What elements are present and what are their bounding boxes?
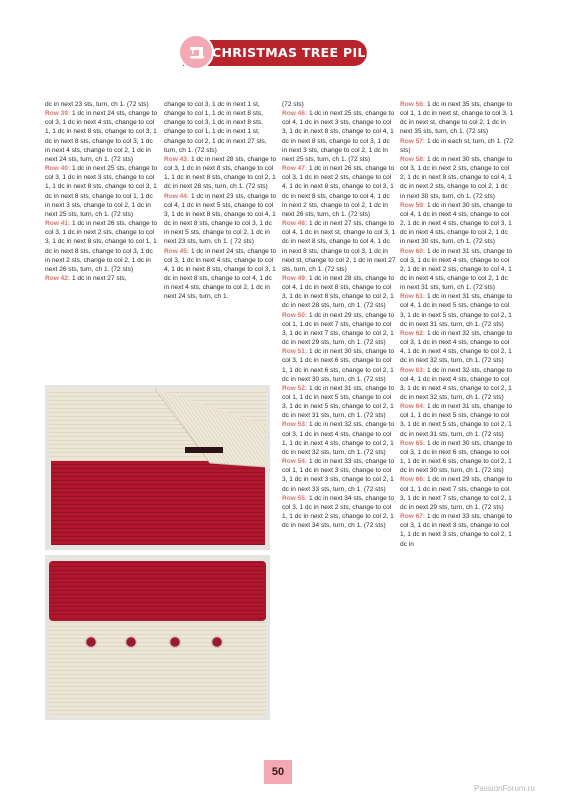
row-instructions: 1 dc in next 25 sts, change to col 4, 1 dc in next 3 sts, change to col 3, 1 dc in next 8 sts, change to col 4, 1 dc in next 8 sts, change to col 3, 1 dc in next 3 sts, change to col 2, 1 dc in next 25 sts, turn, ch 1. (72 sts)	[282, 110, 395, 163]
pattern-row	[282, 457, 396, 494]
pattern-row	[282, 164, 396, 219]
pattern-row	[164, 155, 278, 192]
pattern-row	[400, 366, 514, 403]
row-instructions: 1 dc in next 28 sts, change to col 3, 1 dc in next 8 sts, change to col 1, 1 dc in next 8 sts, change to col 2, 1 dc in next 28 sts, turn, ch 1. (72 sts)	[164, 155, 277, 191]
pattern-row	[400, 137, 514, 155]
row-label: Row 48:	[282, 220, 308, 228]
row-instructions: 1 dc in next 30 sts, change to col 3, 1 dc in next 6 sts, change to col 1, 1 dc in next 6 sts, change to col 2, 1 dc in next 30 sts, turn, ch 1. (72 sts)	[400, 439, 513, 475]
pattern-row	[282, 274, 396, 311]
row-instructions: 1 dc in next 30 sts, change to col 4, 1 dc in next 4 sts, change to col 2, 1 dc in next 4 sts, change to col 3, 1 dc in next 4 sts, change to col 2, 1 dc in next 30 sts, turn, ch 1. (72 sts)	[400, 201, 513, 246]
watermark: PassionForum.ru	[474, 784, 535, 793]
row-instructions: (72 sts)	[282, 101, 304, 108]
row-instructions: 1 dc in next 33 sts, change to col 3, 1 dc in next 3 sts, change to col 1, 1 dc in next 3 sts, change to col 2, 1 dc in	[400, 513, 513, 548]
sewing-machine-icon	[178, 34, 214, 70]
pattern-column-4	[400, 100, 514, 549]
row-label: Row 40:	[45, 165, 71, 173]
pattern-row	[45, 164, 159, 219]
row-instructions: 1 dc in next 30 sts, change to col 3, 1 dc in next 2 sts, change to col 2, 1 dc in next 8 sts, change to col 4, 1 dc in next 2 sts, change to col 2, 1 dc in next 30 sts, turn, ch 1. (72 sts)	[400, 155, 513, 200]
row-instructions: 1 dc in next 30 sts, change to col 3, 1 dc in next 6 sts, change to col 1, 1 dc in next 6 sts, change to col 2, 1 dc in next 30 sts, turn, ch 1. (72 sts)	[282, 348, 395, 383]
row-instructions: 1 dc in next 31 sts, change to col 4, 1 dc in next 5 sts, change to col 3, 1 dc in next 5 sts, change to col 2, 1 dc in next 31 sts, turn, ch 1. (72 sts)	[400, 293, 513, 328]
row-label: Row 62:	[400, 329, 426, 337]
row-label: Row 44:	[164, 192, 190, 200]
pattern-row	[400, 155, 514, 201]
row-instructions: dc in next 23 sts, turn, ch 1. (72 sts)	[45, 101, 149, 108]
row-label: Row 45:	[164, 247, 190, 255]
pattern-row	[400, 329, 514, 366]
row-label: Row 55:	[282, 494, 308, 502]
row-label: Row 47:	[282, 165, 308, 173]
row-instructions: 1 dc in next 25 sts, change to col 3, 1 dc in next 3 sts, change to col 1, 1 dc in next 8 sts, change to col 3, 1 dc in next 8 sts, change to col 1, 1 dc in next 3 sts, change to col 2, 1 dc in next 25 sts, turn, ch 1. (72 sts)	[45, 165, 158, 218]
row-instructions: 1 dc in next 31 sts, change to col 1, 1 dc in next 5 sts, change to col 3, 1 dc in next 5 sts, change to col 2, 1 dc in next 31 sts, turn, ch 1. (72 sts)	[400, 403, 513, 438]
page-title: CHRISTMAS TREE PILLOW	[212, 45, 399, 60]
pattern-row	[400, 100, 514, 137]
pattern-row	[282, 109, 396, 164]
row-label: Row 54:	[282, 458, 308, 466]
row-instructions: 1 dc in next 31 sts, change to col 1, 1 dc in next 5 sts, change to col 3, 1 dc in next 5 sts, change to col 2, 1 dc in next 31 sts, turn, ch 1. (72 sts)	[282, 384, 395, 420]
page-number: 50	[264, 760, 292, 784]
row-label: Row 59:	[400, 201, 426, 209]
row-label: Row 50:	[282, 311, 308, 319]
pattern-row	[282, 420, 396, 457]
row-instructions: 1 dc in next 26 sts, change to col 3, 1 dc in next 2 sts, change to col 3, 1 dc in next 8 sts, change to col 1, 1 dc in next 8 sts, change to col 3, 1 dc in next 2 sts, change to col 2, 1 dc in next 26 sts, turn, ch 1. (72 sts)	[45, 220, 158, 273]
row-label: Row 52:	[282, 384, 308, 392]
row-instructions: 1 dc in next 24 sts, change to col 3, 1 dc in next 4 sts, change to col 1, 1 dc in next 8 sts, change to col 3, 1 dc in next 8 sts, change to col 3, 1 dc in next 4 sts, change to col 2, 1 dc in next 24 sts, turn, ch 1. (72 sts)	[45, 110, 158, 163]
pattern-row	[400, 402, 514, 439]
row-instructions: 1 dc in next 27 sts, change to col 4, 1 dc in next st, change to col 3, 1 dc in next 8 sts, change to col 4, 1 dc in next 8 sts, change to col 3, 1 dc in next st, change to col 2, 1 dc in next 27 sts, turn, ch 1. (72 sts)	[282, 220, 396, 273]
row-label: Row 46:	[282, 110, 308, 118]
row-instructions: 1 dc in next 28 sts, change to col 4, 1 dc in next 8 sts, change to col 3, 1 dc in next 8 sts, change to col 2, 1 dc in next 28 sts, turn, ch 1. (72 sts)	[282, 274, 395, 310]
row-instructions: 1 dc in next 26 sts, change to col 3, 1 dc in next 2 sts, change to col 4, 1 dc in next 8 sts, change to col 3, 1 dc in next 8 sts, change to col 4, 1 dc in next 2 sts, change to col 2, 1 dc in next 26 sts, turn, ch 1. (72 sts)	[282, 165, 395, 218]
pattern-row	[282, 384, 396, 421]
pattern-row	[282, 100, 396, 109]
row-instructions: change to col 3, 1 dc in next 1 st, change to col 1, 1 dc in next 8 sts, change to col 3, 1 dc in next 8 sts, change to col 1, 1 dc in next 1 st, change to col 2, 1 dc in next 27 sts, turn, ch 1. (72 sts)	[164, 101, 267, 154]
row-label: Row 61:	[400, 293, 426, 301]
row-label: Row 66:	[400, 476, 426, 484]
row-instructions: 1 dc in next 34 sts, change to col 3, 1 dc in next 2 sts, change to col 1, 1 dc in next 2 sts, change to col 2, 1 dc in next 34 sts, turn, ch 1. (72 sts)	[282, 494, 395, 530]
row-instructions: 1 dc in next 29 sts, change to col 1, 1 dc in next 7 sts, change to col 3, 1 dc in next 7 sts, change to col 2, 1 dc in next 29 sts, turn, ch 1. (72 sts)	[282, 311, 395, 347]
row-label: Row 56:	[400, 101, 426, 108]
row-label: Row 49:	[282, 274, 308, 282]
row-label: Row 67:	[400, 513, 426, 521]
row-label: Row 43:	[164, 155, 190, 163]
pillow-back-photo	[45, 555, 270, 720]
pattern-row	[45, 274, 159, 283]
row-instructions: 1 dc in each st, turn, ch 1. (72 sts)	[400, 137, 514, 154]
pattern-row	[400, 247, 514, 293]
pattern-row	[45, 109, 159, 164]
row-instructions: 1 dc in next 32 sts, change to col 3, 1 dc in next 4 sts, change to col 1, 1 dc in next 4 sts, change to col 2, 1 dc in next 32 sts, turn, ch 1. (72 sts)	[282, 421, 395, 456]
pattern-row	[282, 494, 396, 531]
row-label: Row 58:	[400, 155, 426, 163]
pattern-row	[282, 219, 396, 274]
pattern-column-1	[45, 100, 159, 283]
pattern-row	[400, 439, 514, 476]
row-instructions: 1 dc in next 32 sts, change to col 4, 1 dc in next 4 sts, change to col 3, 1 dc in next 4 sts, change to col 2, 1 dc in next 32 sts, turn, ch 1. (72 sts)	[400, 366, 513, 401]
pillow-front-photo	[45, 385, 270, 550]
row-label: Row 51:	[282, 348, 308, 356]
row-label: Row 39:	[45, 110, 71, 118]
row-label: Row 42:	[45, 274, 71, 282]
row-instructions: 1 dc in next 31 sts, change to col 3, 1 dc in next 4 sts, change to col 2, 1 dc in next 2 sts, change to col 4, 1 dc in next 4 sts, change to col 2, 1 dc in next 31 sts, turn, ch 1. (72 sts)	[400, 247, 513, 292]
row-instructions: 1 dc in next 35 sts, change to col 1, 1 dc in next st, change to col 3, 1 dc in next st, change to col 2, 1 dc in next 35 sts, turn, ch 1. (72 sts)	[400, 101, 514, 136]
row-label: Row 60:	[400, 247, 426, 255]
row-instructions: 1 dc in next 23 sts, change to col 4, 1 dc in next 5 sts, change to col 3, 1 dc in next 8 sts, change to col 4, 1 dc in next 8 sts, change to col 3, 1 dc in next 5 sts, change to col 2, 1 dc in next 23 sts, turn, ch 1. ( 72 sts)	[164, 192, 277, 246]
pattern-row	[45, 100, 159, 109]
row-instructions: 1 dc in next 27 sts,	[71, 274, 127, 282]
row-label: Row 64:	[400, 403, 426, 411]
pattern-row	[45, 219, 159, 274]
pattern-row	[400, 475, 514, 512]
pattern-row	[164, 247, 278, 302]
pattern-row	[400, 201, 514, 247]
pattern-row	[400, 512, 514, 549]
row-label: Row 57:	[400, 137, 426, 145]
pattern-row	[164, 192, 278, 247]
pattern-column-2	[164, 100, 278, 301]
pattern-row	[282, 347, 396, 384]
row-label: Row 41:	[45, 220, 71, 228]
row-instructions: 1 dc in next 32 sts, change to col 3, 1 dc in next 4 sts, change to col 4, 1 dc in next 4 sts, change to col 2, 1 dc in next 32 sts, turn, ch 1. (72 sts)	[400, 329, 513, 365]
row-instructions: 1 dc in next 24 sts, change to col 3, 1 dc in next 4 sts, change to col 4, 1 dc in next 8 sts, change to col 3, 1 dc in next 8 sts, change to col 4, 1 dc in next 4 sts, change to col 2, 1 dc in next 24 sts, turn, ch 1.	[164, 247, 277, 301]
row-instructions: 1 dc in next 33 sts, change to col 1, 1 dc in next 3 sts, change to col 3, 1 dc in next 3 sts, change to col 2, 1 dc in next 33 sts, turn, ch 1. (72 sts)	[282, 458, 395, 493]
pattern-column-3	[282, 100, 396, 530]
row-instructions: 1 dc in next 29 sts, change to col 1, 1 dc in next 7 sts, change to col 3, 1 dc in next 7 sts, change to col 2, 1 dc in next 29 sts, turn, ch 1. (72 sts)	[400, 476, 513, 511]
pattern-row	[164, 100, 278, 155]
row-label: Row 53:	[282, 421, 308, 429]
pattern-row	[400, 292, 514, 329]
pattern-row	[282, 311, 396, 348]
row-label: Row 65:	[400, 439, 426, 447]
row-label: Row 63:	[400, 366, 426, 374]
